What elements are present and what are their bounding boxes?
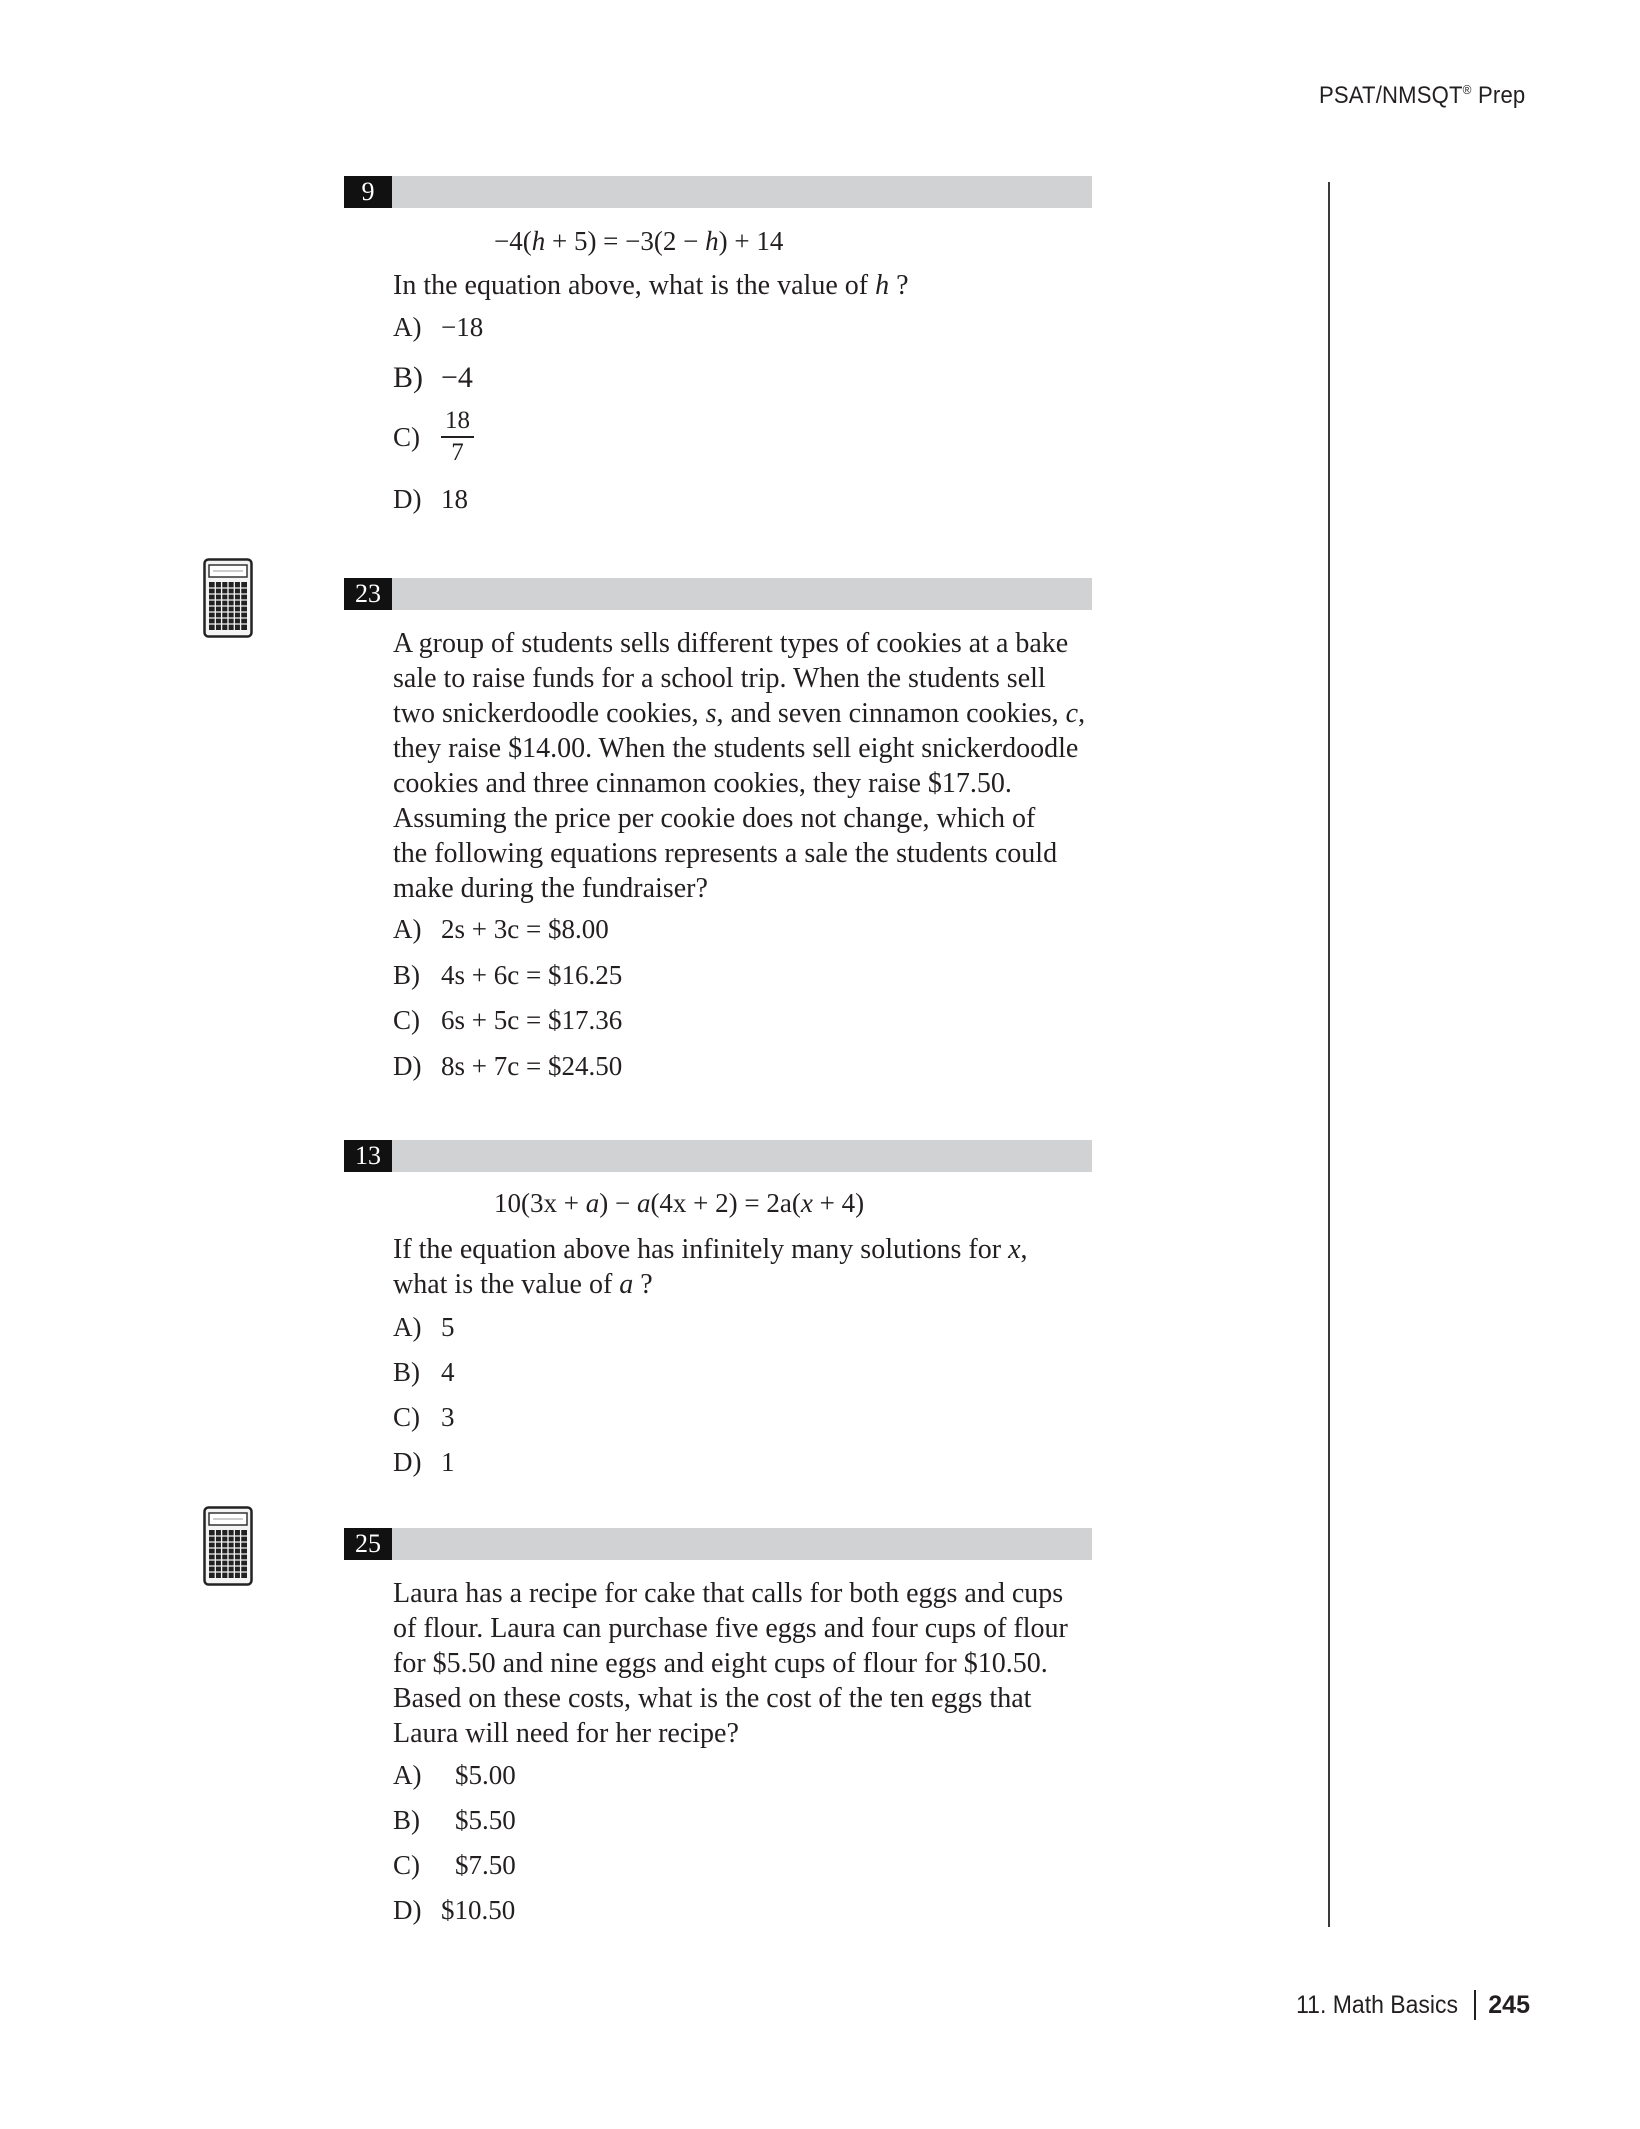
registered-mark: ®	[1462, 82, 1472, 97]
choice-value: 5	[441, 1312, 455, 1342]
stem-line: of flour. Laura can purchase five eggs and four cups of flour	[393, 1613, 1068, 1644]
calculator-icon	[203, 558, 253, 638]
question-13-stem	[393, 1232, 1113, 1302]
question-9-prompt: In the equation above, what is the value of h ?	[393, 270, 909, 301]
choice-letter: D)	[393, 1447, 422, 1477]
stem-line: Assuming the price per cookie does not change, which of	[393, 803, 1036, 834]
question-number: 13	[344, 1140, 392, 1172]
question-25-header-bar	[344, 1528, 1092, 1560]
choice-value: $5.50	[455, 1805, 516, 1835]
choice-value: 4	[441, 1357, 455, 1387]
question-23-stem	[393, 626, 1113, 906]
stem-line: they raise $14.00. When the students sell eight snickerdoodle	[393, 733, 1079, 764]
margin-rule	[1328, 182, 1330, 1927]
question-13-choice-a[interactable]	[393, 1310, 455, 1345]
stem-line: Laura will need for her recipe?	[393, 1718, 739, 1749]
choice-value: 1	[441, 1447, 455, 1477]
choice-value: −4	[441, 361, 473, 394]
stem-line: two snickerdoodle cookies, s, and seven cinnamon cookies, c,	[393, 698, 1086, 729]
running-head-suffix: Prep	[1477, 82, 1525, 109]
choice-letter: D)	[393, 1895, 422, 1925]
question-25-choice-d[interactable]	[393, 1893, 515, 1928]
stem-line: A group of students sells different types of cookies at a bake	[393, 628, 1069, 659]
question-13-choice-c[interactable]	[393, 1400, 455, 1435]
question-13-choice-b[interactable]	[393, 1355, 455, 1390]
question-9-choice-a[interactable]	[393, 310, 483, 345]
choice-letter: C)	[393, 1402, 420, 1432]
choice-value: 8s + 7c = $24.50	[441, 1051, 623, 1081]
stem-line: If the equation above has infinitely many solutions for x,	[393, 1234, 1028, 1265]
question-number: 9	[344, 176, 392, 208]
choice-value: 6s + 5c = $17.36	[441, 1005, 623, 1035]
stem-line: what is the value of a ?	[393, 1269, 653, 1300]
stem-line: for $5.50 and nine eggs and eight cups of flour for $10.50.	[393, 1648, 1048, 1679]
running-head	[1319, 82, 1525, 110]
choice-value: $5.00	[455, 1760, 516, 1790]
choice-letter: B)	[393, 1357, 420, 1387]
question-13-choice-d[interactable]	[393, 1445, 455, 1480]
choice-value: $10.50	[441, 1895, 516, 1925]
choice-letter: D)	[393, 484, 422, 514]
choice-value: −18	[441, 312, 484, 342]
question-9-equation: −4(h + 5) = −3(2 − h) + 14	[494, 226, 784, 256]
question-23-choice-c[interactable]	[393, 1003, 622, 1038]
stem-line: Based on these costs, what is the cost of the ten eggs that	[393, 1683, 1032, 1714]
question-23-header-bar	[344, 578, 1092, 610]
calculator-icon	[203, 1506, 253, 1586]
chapter-title: 11. Math Basics	[1296, 1990, 1459, 2019]
stem-line: the following equations represents a sale the students could	[393, 838, 1058, 869]
choice-letter: C)	[393, 1850, 420, 1880]
question-13-header-bar	[344, 1140, 1092, 1172]
question-13-equation: 10(3x + a) − a(4x + 2) = 2a(x + 4)	[494, 1188, 865, 1218]
question-9-choice-c[interactable]	[393, 406, 474, 468]
stem-line: Laura has a recipe for cake that calls for both eggs and cups	[393, 1578, 1064, 1609]
fraction-numerator: 18	[441, 406, 474, 438]
choice-letter: B)	[393, 361, 423, 394]
running-head-title: PSAT/NMSQT	[1318, 82, 1463, 109]
page-number: 245	[1488, 1990, 1530, 2019]
question-23-choice-b[interactable]	[393, 958, 622, 993]
question-23-choice-d[interactable]	[393, 1049, 622, 1084]
question-number: 25	[344, 1528, 392, 1560]
choice-letter: A)	[393, 1760, 422, 1790]
choice-letter: C)	[393, 1005, 420, 1035]
question-9-choice-b[interactable]	[393, 360, 473, 395]
choice-value: 3	[441, 1402, 455, 1432]
question-25-stem	[393, 1576, 1113, 1751]
question-25-choice-a[interactable]	[393, 1758, 516, 1793]
choice-value: 4s + 6c = $16.25	[441, 960, 623, 990]
choice-letter: A)	[393, 312, 422, 342]
choice-letter: B)	[393, 960, 420, 990]
choice-value: 18	[441, 484, 468, 514]
stem-line: make during the fundraiser?	[393, 873, 708, 904]
stem-line: sale to raise funds for a school trip. When the students sell	[393, 663, 1046, 694]
choice-letter: D)	[393, 1051, 422, 1081]
footer-divider	[1474, 1990, 1476, 2020]
fraction-denominator: 7	[451, 439, 464, 466]
choice-letter: A)	[393, 914, 422, 944]
choice-letter: C)	[393, 421, 420, 452]
question-number: 23	[344, 578, 392, 610]
question-23-choice-a[interactable]	[393, 912, 609, 947]
page-footer	[1282, 1990, 1530, 2020]
question-9-choice-d[interactable]	[393, 482, 468, 517]
choice-letter: B)	[393, 1805, 420, 1835]
question-25-choice-b[interactable]	[393, 1803, 516, 1838]
question-25-choice-c[interactable]	[393, 1848, 516, 1883]
choice-value: $7.50	[455, 1850, 516, 1880]
choice-letter: A)	[393, 1312, 422, 1342]
question-9-header-bar	[344, 176, 1092, 208]
choice-value: 2s + 3c = $8.00	[441, 914, 609, 944]
stem-line: cookies and three cinnamon cookies, they raise $17.50.	[393, 768, 1012, 799]
fraction	[441, 406, 474, 468]
